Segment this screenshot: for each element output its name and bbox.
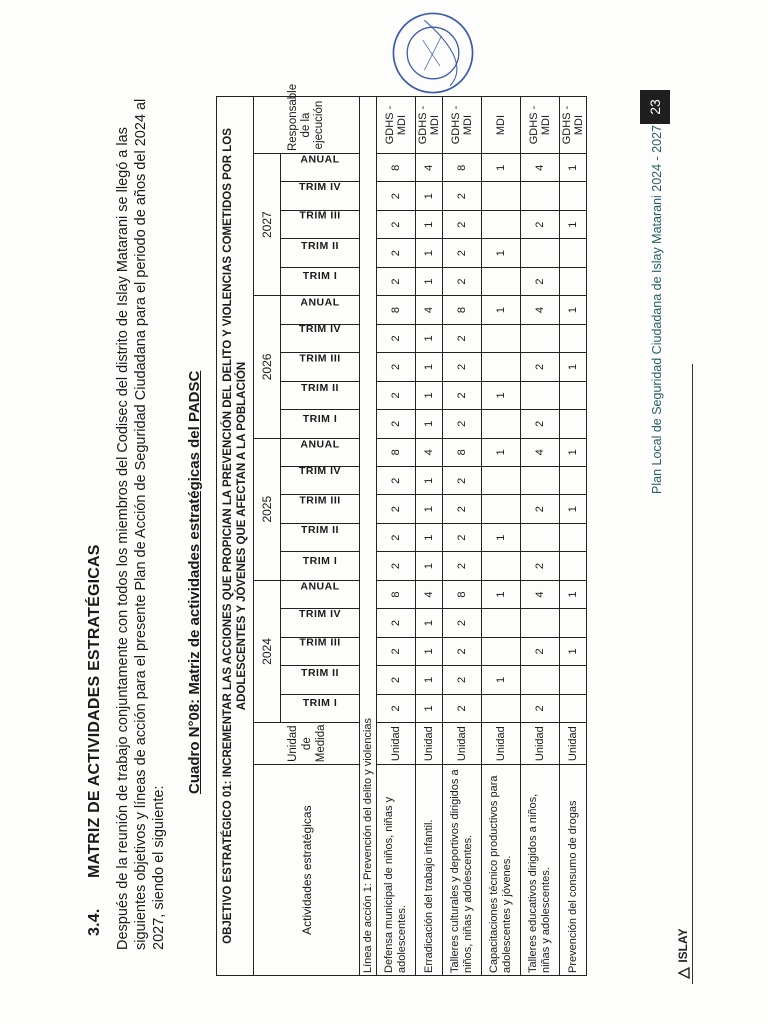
value-cell: 2 <box>443 523 482 551</box>
value-cell: 1 <box>416 552 443 580</box>
footer-divider <box>692 364 693 984</box>
quarter-header-label: TRIM IV <box>299 465 341 478</box>
value-cell <box>482 609 521 637</box>
unit-cell: Unidad <box>377 723 416 765</box>
value-cell <box>521 381 560 409</box>
value-cell: 2 <box>443 324 482 352</box>
quarter-header-label: ANUAL <box>300 438 340 451</box>
quarter-header <box>281 495 360 523</box>
value-cell: 1 <box>416 609 443 637</box>
activities-matrix-table <box>216 83 587 976</box>
section-heading <box>86 544 104 936</box>
footer-plan-title: Plan Local de Seguridad Ciudadana de Islay Matarani 2024 - 2027 <box>650 124 664 494</box>
responsible-cell: MDI <box>482 97 521 154</box>
value-cell: 2 <box>521 637 560 665</box>
value-cell: 2 <box>443 495 482 523</box>
unit-cell: Unidad <box>560 723 587 765</box>
value-cell: 2 <box>443 637 482 665</box>
value-cell: 4 <box>416 580 443 608</box>
value-cell: 2 <box>377 210 416 238</box>
quarter-header <box>281 410 360 438</box>
value-cell: 1 <box>482 381 521 409</box>
column-header-unit: Unidad de Medida <box>254 723 360 765</box>
value-cell <box>560 381 587 409</box>
quarter-header-label: ANUAL <box>300 580 340 593</box>
quarter-header-label: ANUAL <box>300 296 340 309</box>
activity-cell: Erradicación del trabajo infantil. <box>416 765 443 976</box>
responsible-cell: GDHS -MDI <box>377 97 416 154</box>
activity-cell: Prevención del consumo de drogas <box>560 765 587 976</box>
official-seal-stamp <box>390 10 476 96</box>
value-cell: 2 <box>377 609 416 637</box>
quarter-header-label: TRIM IV <box>299 180 341 193</box>
value-cell: 2 <box>443 210 482 238</box>
table-row <box>416 97 443 976</box>
value-cell: 1 <box>416 694 443 722</box>
value-cell: 2 <box>521 410 560 438</box>
value-cell: 4 <box>521 580 560 608</box>
value-cell <box>560 467 587 495</box>
value-cell <box>560 666 587 694</box>
quarter-header <box>281 324 360 352</box>
value-cell: 2 <box>377 182 416 210</box>
value-cell: 2 <box>377 495 416 523</box>
value-cell: 4 <box>521 296 560 324</box>
value-cell: 1 <box>560 210 587 238</box>
value-cell: 1 <box>416 353 443 381</box>
value-cell: 2 <box>377 637 416 665</box>
quarter-header-label: TRIM IV <box>299 323 341 336</box>
value-cell: 2 <box>443 666 482 694</box>
activity-cell: Talleres culturales y deportivos dirigidos a niños, niñas y adolescentes. <box>443 765 482 976</box>
value-cell <box>560 267 587 295</box>
value-cell <box>482 552 521 580</box>
value-cell: 1 <box>416 467 443 495</box>
year-header: 2027 <box>254 154 281 296</box>
value-cell <box>482 267 521 295</box>
value-cell: 1 <box>560 580 587 608</box>
quarter-header <box>281 552 360 580</box>
quarter-header-label: TRIM II <box>301 666 339 679</box>
value-cell: 2 <box>521 353 560 381</box>
quarter-header <box>281 580 360 608</box>
value-cell: 8 <box>377 580 416 608</box>
value-cell <box>560 694 587 722</box>
value-cell: 8 <box>377 296 416 324</box>
column-header-activities: Actividades estratégicas <box>254 765 360 976</box>
quarter-header <box>281 353 360 381</box>
value-cell: 1 <box>416 210 443 238</box>
strategic-objective: OBJETIVO ESTRATÉGICO 01: INCREMENTAR LAS ACCIONES QUE PROPICIAN LA PREVENCIÓN DEL DELITO Y VIOLENCIAS COMETIDOS POR LOS ADOLESCENTES Y JÓVENES QUE AFECTAN A LA POBLACIÓN <box>217 97 254 976</box>
quarter-header <box>281 154 360 182</box>
value-cell: 1 <box>482 239 521 267</box>
value-cell <box>482 495 521 523</box>
table-caption: Cuadro N°08: Matriz de actividades estratégicas del PADSC <box>186 370 203 794</box>
value-cell: 2 <box>443 467 482 495</box>
value-cell: 2 <box>377 324 416 352</box>
page-number: 23 <box>640 90 670 124</box>
column-header-responsible: Responsable de la ejecución <box>254 97 360 154</box>
unit-cell: Unidad <box>521 723 560 765</box>
quarter-header <box>281 523 360 551</box>
value-cell: 2 <box>521 552 560 580</box>
quarter-header-label: TRIM II <box>301 239 339 252</box>
table-row <box>482 97 521 976</box>
table-row <box>377 97 416 976</box>
value-cell <box>560 410 587 438</box>
value-cell: 4 <box>416 154 443 182</box>
value-cell: 1 <box>560 637 587 665</box>
value-cell: 2 <box>377 239 416 267</box>
value-cell <box>482 410 521 438</box>
section-title: MATRIZ DE ACTIVIDADES ESTRATÉGICAS <box>86 544 103 878</box>
value-cell <box>560 324 587 352</box>
value-cell <box>521 609 560 637</box>
value-cell <box>521 523 560 551</box>
value-cell <box>482 694 521 722</box>
value-cell: 1 <box>482 154 521 182</box>
quarter-header-label: TRIM II <box>301 524 339 537</box>
value-cell: 2 <box>521 694 560 722</box>
value-cell <box>521 324 560 352</box>
value-cell: 1 <box>482 666 521 694</box>
value-cell: 2 <box>377 552 416 580</box>
quarter-header <box>281 296 360 324</box>
value-cell: 1 <box>416 182 443 210</box>
activity-cell: Talleres educativos dirigidos a niños, niñas y adolescentes. <box>521 765 560 976</box>
table-row <box>443 97 482 976</box>
value-cell: 1 <box>482 523 521 551</box>
quarter-header-label: TRIM I <box>302 412 338 425</box>
value-cell: 1 <box>416 637 443 665</box>
value-cell <box>560 239 587 267</box>
quarter-header-label: TRIM III <box>299 494 341 507</box>
line-of-action: Línea de acción 1: Prevención del delito y violencias <box>360 97 377 976</box>
unit-cell: Unidad <box>443 723 482 765</box>
value-cell <box>482 182 521 210</box>
quarter-header-label: TRIM I <box>302 696 338 709</box>
quarter-header <box>281 666 360 694</box>
value-cell: 1 <box>560 154 587 182</box>
value-cell: 2 <box>443 381 482 409</box>
quarter-header <box>281 467 360 495</box>
value-cell <box>521 666 560 694</box>
quarter-header <box>281 182 360 210</box>
quarter-header-label: TRIM III <box>299 351 341 364</box>
quarter-header-label: ANUAL <box>300 153 340 166</box>
value-cell: 1 <box>416 381 443 409</box>
unit-cell: Unidad <box>416 723 443 765</box>
value-cell: 8 <box>443 580 482 608</box>
value-cell <box>521 182 560 210</box>
value-cell <box>482 637 521 665</box>
value-cell: 2 <box>377 267 416 295</box>
quarter-header-label: TRIM III <box>299 636 341 649</box>
value-cell: 4 <box>521 438 560 466</box>
responsible-cell: GDHS -MDI <box>416 97 443 154</box>
value-cell: 2 <box>377 666 416 694</box>
value-cell: 2 <box>443 609 482 637</box>
quarter-header-label: TRIM I <box>302 554 338 567</box>
value-cell: 2 <box>521 495 560 523</box>
value-cell <box>482 210 521 238</box>
year-header: 2026 <box>254 296 281 438</box>
year-header: 2024 <box>254 580 281 722</box>
value-cell <box>482 467 521 495</box>
value-cell: 4 <box>416 438 443 466</box>
value-cell: 1 <box>416 666 443 694</box>
value-cell <box>560 523 587 551</box>
value-cell: 1 <box>482 296 521 324</box>
value-cell: 1 <box>560 353 587 381</box>
value-cell: 4 <box>416 296 443 324</box>
value-cell <box>482 324 521 352</box>
value-cell: 1 <box>416 239 443 267</box>
intro-paragraph: Después de la reunión de trabajo conjuntamente con todos los miembros del Codisec del distrito de Islay Matarani se llegó a las siguientes objetivos y líneas de acción para el presente Plan de Acción de Seguridad Ciudadana para el periodo de años del 2024 al 2027, siendo el siguiente: <box>115 98 167 950</box>
value-cell <box>521 239 560 267</box>
quarter-header <box>281 267 360 295</box>
activity-cell: Capacitaciones técnico productivos para adolescentes y jóvenes. <box>482 765 521 976</box>
value-cell: 2 <box>443 267 482 295</box>
value-cell: 1 <box>416 523 443 551</box>
value-cell: 2 <box>521 267 560 295</box>
value-cell: 1 <box>416 324 443 352</box>
quarter-header-label: TRIM I <box>302 270 338 283</box>
quarter-header <box>281 694 360 722</box>
footer-logo-text: ISLAY <box>676 928 690 963</box>
value-cell: 8 <box>377 438 416 466</box>
quarter-header-label: TRIM IV <box>299 607 341 620</box>
table-body <box>377 97 587 976</box>
value-cell: 2 <box>521 210 560 238</box>
section-number: 3.4. <box>86 908 103 936</box>
value-cell: 8 <box>443 154 482 182</box>
activity-cell: Defensa municipal de niños, niñas y adolescentes. <box>377 765 416 976</box>
quarter-header <box>281 239 360 267</box>
quarter-header <box>281 438 360 466</box>
responsible-cell: GDHS -MDI <box>521 97 560 154</box>
table-row <box>521 97 560 976</box>
quarter-header-label: TRIM III <box>299 209 341 222</box>
value-cell: 8 <box>443 438 482 466</box>
value-cell <box>482 353 521 381</box>
value-cell: 2 <box>377 381 416 409</box>
quarter-header <box>281 609 360 637</box>
quarter-header <box>281 210 360 238</box>
value-cell: 2 <box>443 694 482 722</box>
quarter-header <box>281 637 360 665</box>
quarter-header-label: TRIM II <box>301 382 339 395</box>
value-cell: 2 <box>377 523 416 551</box>
value-cell: 2 <box>377 694 416 722</box>
value-cell <box>560 609 587 637</box>
value-cell: 1 <box>482 580 521 608</box>
value-cell: 2 <box>443 239 482 267</box>
unit-cell: Unidad <box>482 723 521 765</box>
value-cell: 1 <box>560 495 587 523</box>
value-cell: 2 <box>443 410 482 438</box>
value-cell: 8 <box>377 154 416 182</box>
value-cell: 2 <box>377 410 416 438</box>
value-cell <box>560 552 587 580</box>
value-cell: 1 <box>482 438 521 466</box>
value-cell: 4 <box>521 154 560 182</box>
value-cell: 1 <box>560 438 587 466</box>
value-cell: 2 <box>443 353 482 381</box>
value-cell: 2 <box>377 353 416 381</box>
quarter-header <box>281 381 360 409</box>
value-cell: 1 <box>416 267 443 295</box>
value-cell: 1 <box>416 410 443 438</box>
value-cell <box>521 467 560 495</box>
value-cell: 2 <box>443 552 482 580</box>
table-row <box>560 97 587 976</box>
responsible-cell: GDHS -MDI <box>560 97 587 154</box>
year-header: 2025 <box>254 438 281 580</box>
value-cell: 1 <box>560 296 587 324</box>
value-cell <box>560 182 587 210</box>
responsible-cell: GDHS -MDI <box>443 97 482 154</box>
value-cell: 1 <box>416 495 443 523</box>
value-cell: 8 <box>443 296 482 324</box>
value-cell: 2 <box>377 467 416 495</box>
value-cell: 2 <box>443 182 482 210</box>
footer-logo <box>676 928 691 980</box>
logo-mark-icon <box>677 966 691 980</box>
